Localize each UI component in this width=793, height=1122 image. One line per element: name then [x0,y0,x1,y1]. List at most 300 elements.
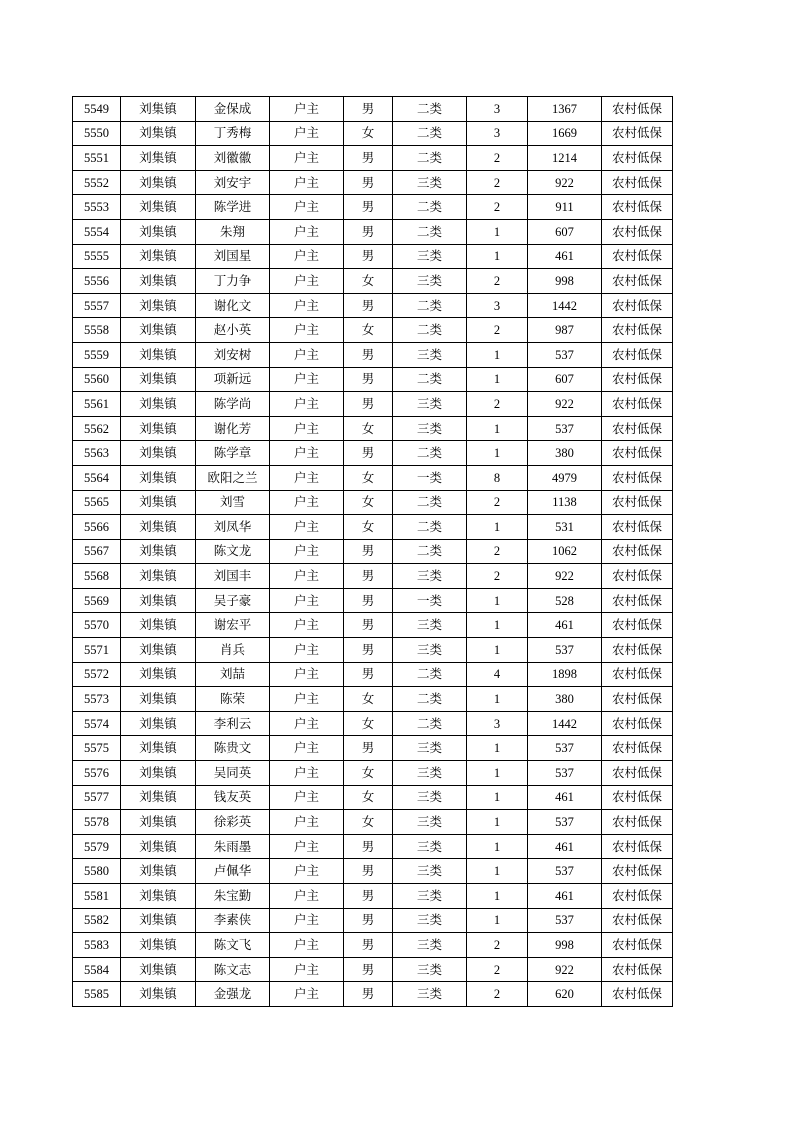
name-cell: 丁秀梅 [196,121,270,146]
table-row [73,785,673,810]
amount-cell: 987 [528,318,602,343]
town-cell: 刘集镇 [121,711,196,736]
relation-cell: 户主 [270,588,344,613]
name-cell: 陈贵文 [196,736,270,761]
table-row [73,539,673,564]
name-cell: 刘徽徽 [196,146,270,171]
relation-cell: 户主 [270,342,344,367]
gender-cell: 男 [344,638,393,663]
category-cell: 三类 [393,269,467,294]
amount-cell: 1367 [528,97,602,122]
program-cell: 农村低保 [602,687,673,712]
town-cell: 刘集镇 [121,785,196,810]
table-row [73,244,673,269]
amount-cell: 537 [528,416,602,441]
category-cell: 三类 [393,392,467,417]
amount-cell: 461 [528,834,602,859]
town-cell: 刘集镇 [121,761,196,786]
relation-cell: 户主 [270,810,344,835]
serial-number-cell: 5561 [73,392,121,417]
serial-number-cell: 5558 [73,318,121,343]
relation-cell: 户主 [270,564,344,589]
program-cell: 农村低保 [602,908,673,933]
table-row [73,810,673,835]
category-cell: 二类 [393,515,467,540]
serial-number-cell: 5572 [73,662,121,687]
table-row [73,908,673,933]
program-cell: 农村低保 [602,613,673,638]
category-cell: 三类 [393,957,467,982]
program-cell: 农村低保 [602,170,673,195]
name-cell: 李利云 [196,711,270,736]
name-cell: 吴同英 [196,761,270,786]
category-cell: 三类 [393,564,467,589]
name-cell: 项新远 [196,367,270,392]
amount-cell: 620 [528,982,602,1007]
relation-cell: 户主 [270,121,344,146]
town-cell: 刘集镇 [121,859,196,884]
gender-cell: 女 [344,269,393,294]
amount-cell: 537 [528,761,602,786]
category-cell: 二类 [393,97,467,122]
relation-cell: 户主 [270,933,344,958]
category-cell: 三类 [393,638,467,663]
relation-cell: 户主 [270,269,344,294]
gender-cell: 女 [344,318,393,343]
town-cell: 刘集镇 [121,736,196,761]
program-cell: 农村低保 [602,121,673,146]
table-row [73,834,673,859]
household-size-cell: 1 [467,736,528,761]
town-cell: 刘集镇 [121,687,196,712]
program-cell: 农村低保 [602,711,673,736]
gender-cell: 男 [344,859,393,884]
gender-cell: 女 [344,810,393,835]
serial-number-cell: 5575 [73,736,121,761]
table-row [73,490,673,515]
town-cell: 刘集镇 [121,367,196,392]
amount-cell: 607 [528,219,602,244]
serial-number-cell: 5582 [73,908,121,933]
program-cell: 农村低保 [602,146,673,171]
name-cell: 朱雨墨 [196,834,270,859]
category-cell: 三类 [393,859,467,884]
table-row [73,342,673,367]
program-cell: 农村低保 [602,416,673,441]
gender-cell: 男 [344,662,393,687]
household-size-cell: 2 [467,392,528,417]
household-size-cell: 1 [467,367,528,392]
amount-cell: 528 [528,588,602,613]
serial-number-cell: 5551 [73,146,121,171]
town-cell: 刘集镇 [121,465,196,490]
program-cell: 农村低保 [602,441,673,466]
household-size-cell: 2 [467,933,528,958]
program-cell: 农村低保 [602,219,673,244]
serial-number-cell: 5571 [73,638,121,663]
town-cell: 刘集镇 [121,170,196,195]
relation-cell: 户主 [270,982,344,1007]
name-cell: 朱翔 [196,219,270,244]
relation-cell: 户主 [270,711,344,736]
serial-number-cell: 5563 [73,441,121,466]
town-cell: 刘集镇 [121,244,196,269]
town-cell: 刘集镇 [121,121,196,146]
table-row [73,982,673,1007]
household-size-cell: 1 [467,244,528,269]
serial-number-cell: 5555 [73,244,121,269]
relation-cell: 户主 [270,638,344,663]
category-cell: 三类 [393,342,467,367]
name-cell: 朱宝勤 [196,884,270,909]
program-cell: 农村低保 [602,97,673,122]
town-cell: 刘集镇 [121,269,196,294]
town-cell: 刘集镇 [121,219,196,244]
household-size-cell: 2 [467,195,528,220]
relation-cell: 户主 [270,219,344,244]
gender-cell: 男 [344,588,393,613]
relation-cell: 户主 [270,834,344,859]
town-cell: 刘集镇 [121,490,196,515]
table-row [73,761,673,786]
name-cell: 李素侠 [196,908,270,933]
category-cell: 二类 [393,318,467,343]
gender-cell: 女 [344,687,393,712]
program-cell: 农村低保 [602,761,673,786]
program-cell: 农村低保 [602,957,673,982]
table-row [73,367,673,392]
program-cell: 农村低保 [602,342,673,367]
gender-cell: 女 [344,515,393,540]
household-size-cell: 3 [467,293,528,318]
gender-cell: 女 [344,490,393,515]
category-cell: 三类 [393,416,467,441]
serial-number-cell: 5557 [73,293,121,318]
program-cell: 农村低保 [602,195,673,220]
program-cell: 农村低保 [602,588,673,613]
name-cell: 金强龙 [196,982,270,1007]
amount-cell: 4979 [528,465,602,490]
name-cell: 陈荣 [196,687,270,712]
household-size-cell: 3 [467,97,528,122]
amount-cell: 1898 [528,662,602,687]
program-cell: 农村低保 [602,269,673,294]
table-row [73,219,673,244]
gender-cell: 男 [344,342,393,367]
gender-cell: 女 [344,416,393,441]
household-size-cell: 1 [467,785,528,810]
program-cell: 农村低保 [602,884,673,909]
table-row [73,195,673,220]
category-cell: 三类 [393,884,467,909]
amount-cell: 531 [528,515,602,540]
table-row [73,170,673,195]
table-row [73,392,673,417]
household-size-cell: 1 [467,515,528,540]
category-cell: 三类 [393,613,467,638]
gender-cell: 男 [344,367,393,392]
table-row [73,146,673,171]
gender-cell: 女 [344,761,393,786]
household-size-cell: 1 [467,416,528,441]
gender-cell: 男 [344,219,393,244]
category-cell: 三类 [393,244,467,269]
table-row [73,859,673,884]
relation-cell: 户主 [270,367,344,392]
relation-cell: 户主 [270,736,344,761]
household-size-cell: 2 [467,269,528,294]
category-cell: 三类 [393,982,467,1007]
table-row [73,588,673,613]
name-cell: 肖兵 [196,638,270,663]
program-cell: 农村低保 [602,785,673,810]
household-size-cell: 1 [467,342,528,367]
relation-cell: 户主 [270,884,344,909]
amount-cell: 998 [528,269,602,294]
relation-cell: 户主 [270,441,344,466]
town-cell: 刘集镇 [121,908,196,933]
amount-cell: 607 [528,367,602,392]
name-cell: 吴子豪 [196,588,270,613]
table-row [73,736,673,761]
relation-cell: 户主 [270,465,344,490]
category-cell: 二类 [393,367,467,392]
table-row [73,687,673,712]
program-cell: 农村低保 [602,515,673,540]
category-cell: 二类 [393,441,467,466]
program-cell: 农村低保 [602,465,673,490]
amount-cell: 461 [528,884,602,909]
name-cell: 钱友英 [196,785,270,810]
serial-number-cell: 5554 [73,219,121,244]
table-row [73,441,673,466]
household-size-cell: 2 [467,170,528,195]
name-cell: 陈学章 [196,441,270,466]
program-cell: 农村低保 [602,367,673,392]
amount-cell: 1669 [528,121,602,146]
household-size-cell: 1 [467,884,528,909]
town-cell: 刘集镇 [121,146,196,171]
program-cell: 农村低保 [602,933,673,958]
category-cell: 三类 [393,761,467,786]
table-row [73,957,673,982]
category-cell: 三类 [393,933,467,958]
serial-number-cell: 5566 [73,515,121,540]
program-cell: 农村低保 [602,859,673,884]
town-cell: 刘集镇 [121,318,196,343]
household-size-cell: 1 [467,859,528,884]
gender-cell: 男 [344,933,393,958]
table-row [73,97,673,122]
gender-cell: 男 [344,170,393,195]
relation-cell: 户主 [270,785,344,810]
relation-cell: 户主 [270,539,344,564]
table-row [73,638,673,663]
gender-cell: 男 [344,392,393,417]
name-cell: 陈学进 [196,195,270,220]
serial-number-cell: 5576 [73,761,121,786]
name-cell: 谢化文 [196,293,270,318]
category-cell: 二类 [393,711,467,736]
category-cell: 二类 [393,687,467,712]
relief-roster-table [72,96,673,1007]
category-cell: 三类 [393,736,467,761]
name-cell: 陈学尚 [196,392,270,417]
table-row [73,416,673,441]
table-row [73,711,673,736]
relation-cell: 户主 [270,195,344,220]
household-size-cell: 4 [467,662,528,687]
household-size-cell: 2 [467,146,528,171]
program-cell: 农村低保 [602,564,673,589]
name-cell: 刘喆 [196,662,270,687]
category-cell: 三类 [393,810,467,835]
serial-number-cell: 5570 [73,613,121,638]
table-row [73,515,673,540]
gender-cell: 女 [344,121,393,146]
serial-number-cell: 5550 [73,121,121,146]
category-cell: 二类 [393,539,467,564]
amount-cell: 461 [528,785,602,810]
name-cell: 谢宏平 [196,613,270,638]
category-cell: 三类 [393,170,467,195]
amount-cell: 537 [528,908,602,933]
serial-number-cell: 5573 [73,687,121,712]
amount-cell: 911 [528,195,602,220]
amount-cell: 537 [528,342,602,367]
amount-cell: 380 [528,441,602,466]
serial-number-cell: 5574 [73,711,121,736]
town-cell: 刘集镇 [121,293,196,318]
gender-cell: 男 [344,293,393,318]
gender-cell: 男 [344,982,393,1007]
category-cell: 二类 [393,490,467,515]
name-cell: 刘国星 [196,244,270,269]
amount-cell: 537 [528,859,602,884]
gender-cell: 男 [344,244,393,269]
amount-cell: 1442 [528,293,602,318]
serial-number-cell: 5578 [73,810,121,835]
category-cell: 二类 [393,293,467,318]
program-cell: 农村低保 [602,539,673,564]
town-cell: 刘集镇 [121,97,196,122]
household-size-cell: 8 [467,465,528,490]
relation-cell: 户主 [270,392,344,417]
amount-cell: 922 [528,957,602,982]
serial-number-cell: 5556 [73,269,121,294]
town-cell: 刘集镇 [121,662,196,687]
relation-cell: 户主 [270,859,344,884]
household-size-cell: 1 [467,834,528,859]
program-cell: 农村低保 [602,834,673,859]
table-row [73,465,673,490]
relation-cell: 户主 [270,957,344,982]
category-cell: 三类 [393,908,467,933]
gender-cell: 女 [344,465,393,490]
town-cell: 刘集镇 [121,342,196,367]
gender-cell: 男 [344,957,393,982]
serial-number-cell: 5583 [73,933,121,958]
relation-cell: 户主 [270,490,344,515]
name-cell: 刘国丰 [196,564,270,589]
amount-cell: 461 [528,613,602,638]
amount-cell: 922 [528,392,602,417]
relation-cell: 户主 [270,146,344,171]
serial-number-cell: 5567 [73,539,121,564]
town-cell: 刘集镇 [121,638,196,663]
household-size-cell: 1 [467,638,528,663]
category-cell: 二类 [393,219,467,244]
town-cell: 刘集镇 [121,515,196,540]
name-cell: 丁力争 [196,269,270,294]
name-cell: 谢化芳 [196,416,270,441]
town-cell: 刘集镇 [121,392,196,417]
name-cell: 刘雪 [196,490,270,515]
household-size-cell: 2 [467,539,528,564]
town-cell: 刘集镇 [121,588,196,613]
category-cell: 二类 [393,662,467,687]
category-cell: 一类 [393,588,467,613]
category-cell: 二类 [393,195,467,220]
table-row [73,662,673,687]
household-size-cell: 3 [467,121,528,146]
category-cell: 三类 [393,785,467,810]
serial-number-cell: 5569 [73,588,121,613]
serial-number-cell: 5577 [73,785,121,810]
town-cell: 刘集镇 [121,195,196,220]
town-cell: 刘集镇 [121,416,196,441]
amount-cell: 461 [528,244,602,269]
amount-cell: 537 [528,736,602,761]
gender-cell: 男 [344,195,393,220]
program-cell: 农村低保 [602,244,673,269]
relation-cell: 户主 [270,416,344,441]
household-size-cell: 1 [467,219,528,244]
serial-number-cell: 5580 [73,859,121,884]
town-cell: 刘集镇 [121,810,196,835]
gender-cell: 女 [344,785,393,810]
relation-cell: 户主 [270,97,344,122]
household-size-cell: 1 [467,810,528,835]
name-cell: 陈文飞 [196,933,270,958]
amount-cell: 1214 [528,146,602,171]
serial-number-cell: 5568 [73,564,121,589]
category-cell: 二类 [393,121,467,146]
town-cell: 刘集镇 [121,957,196,982]
serial-number-cell: 5562 [73,416,121,441]
gender-cell: 男 [344,539,393,564]
household-size-cell: 1 [467,761,528,786]
amount-cell: 998 [528,933,602,958]
table-row [73,293,673,318]
relation-cell: 户主 [270,244,344,269]
household-size-cell: 2 [467,318,528,343]
town-cell: 刘集镇 [121,613,196,638]
household-size-cell: 2 [467,982,528,1007]
gender-cell: 男 [344,97,393,122]
serial-number-cell: 5579 [73,834,121,859]
relation-cell: 户主 [270,318,344,343]
table-row [73,613,673,638]
name-cell: 卢佩华 [196,859,270,884]
serial-number-cell: 5581 [73,884,121,909]
gender-cell: 女 [344,711,393,736]
town-cell: 刘集镇 [121,884,196,909]
serial-number-cell: 5549 [73,97,121,122]
household-size-cell: 1 [467,613,528,638]
town-cell: 刘集镇 [121,834,196,859]
table-row [73,564,673,589]
